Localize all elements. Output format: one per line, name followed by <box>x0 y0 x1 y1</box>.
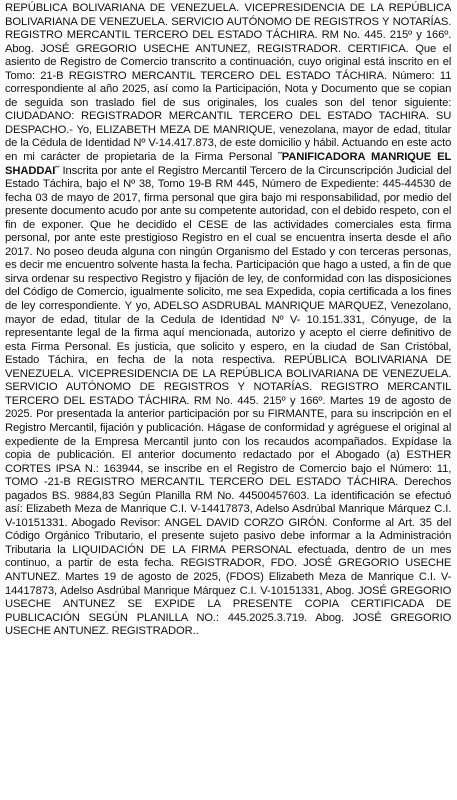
notice-body <box>5 2 451 639</box>
firm-name: ˝PANIFICADORA MANRIQUE EL SHADDAI˝ <box>5 151 452 177</box>
notice-body-part-1: REPÚBLICA BOLIVARIANA DE VENEZUELA. VICEPRESIDENCIA DE LA REPÚBLICA BOLIVARIANA DE VENEZUELA. SERVICIO AUTÓNOMO DE REGISTROS Y NOTARÍAS. REGISTRO MERCANTIL TERCERO DEL ESTADO TÁCHIRA. RM No. 445. 215º y 166º. Abog. JOSÉ GREGORIO USECHE ANTUNEZ, REGISTRADOR. CERTIFICA. Que el asiento de Registro de Comercio transcrito a continuación, cuyo original está inscrito en el Tomo: 21-B REGISTRO MERCANTIL TERCERO DEL ESTADO TÁCHIRA. Número: 11 correspondiente al año 2025, así como la Participación, Nota y Documento que se copian de seguida son traslado fiel de sus originales, los cuales son del tenor siguiente: CIUDADANO: REGISTRADOR MERCANTIL TERCERO DEL ESTADO TACHIRA. SU DESPACHO.- Yo, ELIZABETH MEZA DE MANRIQUE, venezolana, mayor de edad, titular de la Cédula de Identidad Nº V-14.417.873, de este domicilio y hábil. Actuando en este acto en mi carácter de propietaria de la Firma Personal <box>5 2 452 164</box>
notice-body-part-2: Inscrita por ante el Registro Mercantil Tercero de la Circunscripción Judicial del Estado Táchira, bajo el Nº 38, Tomo 19-B RM 445, Número de Expediente: 445-44530 de fecha 03 de mayo de 2017, firma personal que gira bajo mi responsabilidad, por medio del presente documento acudo por ante su competente autoridad, con el debido respeto, con el fin de exponer. Que he decidido el CESE de las actividades comerciales esta firma personal, por ante este prestigioso Registro en el cual se encuentra inserta desde el año 2017. No poseo deuda alguna con ningún Organismo del Estado y con terceras personas, es decir me encuentro solvente hasta la fecha. Participación que hago a usted, a fin de que sirva ordenar su respectivo Registro y fijación de ley, de conformidad con las disposiciones del Código de Comercio, igualmente solicito, me sea Expedida, copia certificada a los fines de ley correspondiente. Y yo, ADELSO ASDRUBAL MANRIQUE MARQUEZ, Venezolano, mayor de edad, titular de la Cedula de Identidad Nº V- 10.151.331, Cónyuge, de la representante legal de la firma aquí mencionada, autorizo y acepto el cierre definitivo de esta Firma Personal. Es justicia, que solicito y espero, en la ciudad de San Cristóbal, Estado Táchira, en fecha de la nota respectiva. REPÚBLICA BOLIVARIANA DE VENEZUELA. VICEPRESIDENCIA DE LA REPÚBLICA BOLIVARIANA DE VENEZUELA. SERVICIO AUTÓNOMO DE REGISTROS Y NOTARÍAS. REGISTRO MERCANTIL TERCERO DEL ESTADO TÁCHIRA. RM No. 445. 215º y 166º. Martes 19 de agosto de 2025. Por presentada la anterior participación por su FIRMANTE, para su inscripción en el Registro Mercantil, fijación y publicación. Hágase de conformidad y agréguese el original al expediente de la Empresa Mercantil junto con los recaudos acompañados. Expídase la copia de publicación. El anterior documento redactado por el Abogado (a) ESTHER CORTES IPSA N.: 163944, se inscribe en el Registro de Comercio bajo el Número: 11, TOMO -21-B REGISTRO MERCANTIL TERCERO DEL ESTADO TÁCHIRA. Derechos pagados BS. 9884,83 Según Planilla RM No. 44500457603. La identificación se efectuó así: Elizabeth Meza de Manrique C.I. V-14417873, Adelso Asdrúbal Manrique Márquez C.I. V-10151331. Abogado Revisor: ANGEL DAVID CORZO GIRÓN. Conforme al Art. 35 del Código Orgánico Tributario, el presente sujeto pasivo debe informar a la Administración Tributaria la LIQUIDACIÓN DE LA FIRMA PERSONAL efectuada, dentro de un mes continuo, a partir de esta fecha. REGISTRADOR, FDO. JOSÉ GREGORIO USECHE ANTUNEZ. Martes 19 de agosto de 2025, (FDOS) Elizabeth Meza de Manrique C.I. V-14417873, Adelso Asdrúbal Manrique Márquez C.I. V-10151331, Abog. JOSÉ GREGORIO USECHE ANTUNEZ SE EXPIDE LA PRESENTE COPIA CERTIFICADA DE PUBLICACIÓN SEGÚN PLANILLA NO.: 445.2025.3.719. Abog. JOSÉ GREGORIO USECHE ANTUNEZ. REGISTRADOR.. <box>5 164 452 638</box>
